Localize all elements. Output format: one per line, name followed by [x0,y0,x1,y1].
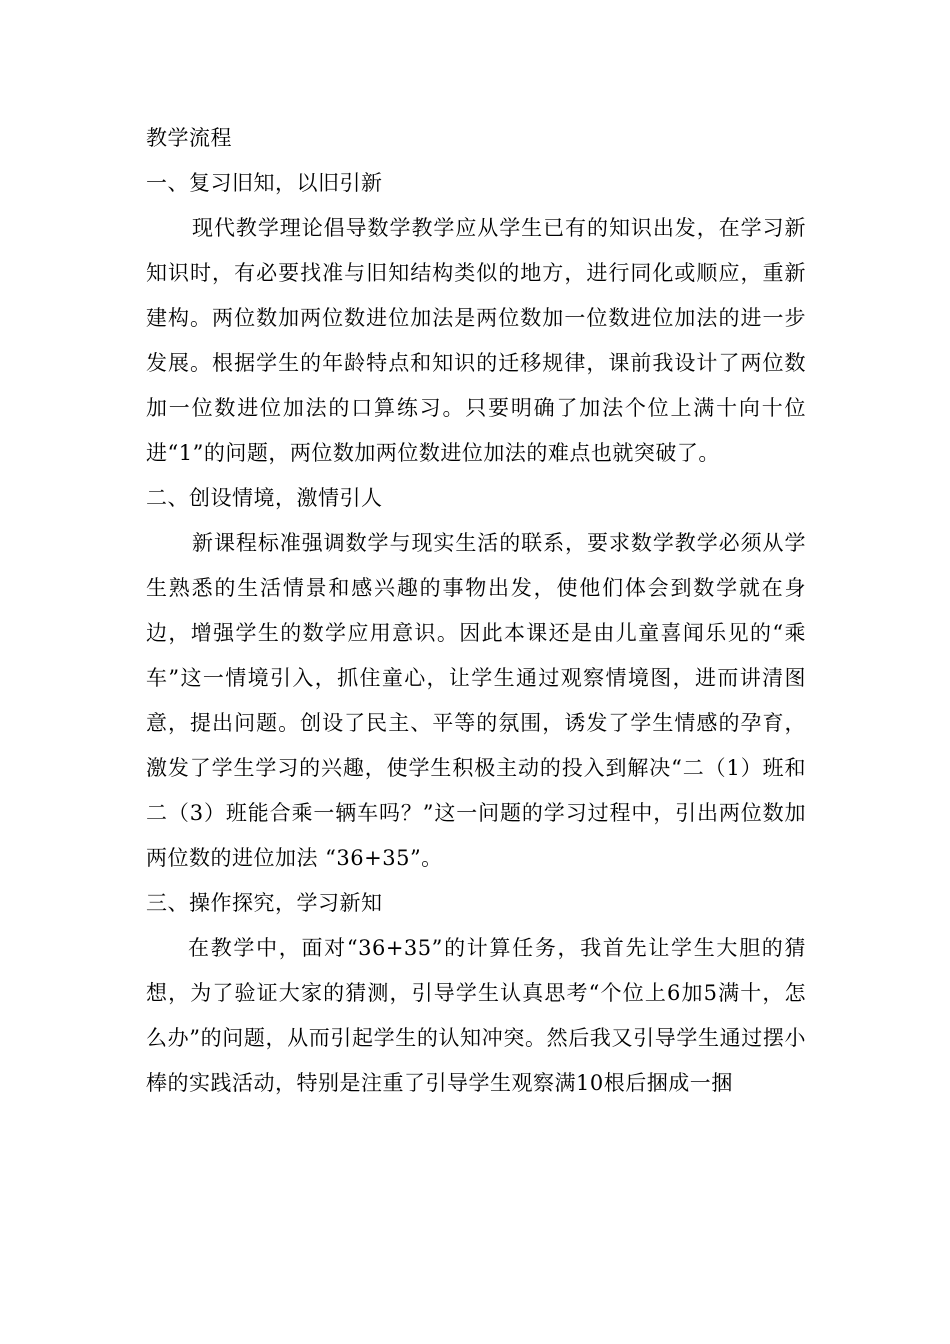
document-body [146,116,806,1106]
section-heading-review: 一、复习旧知，以旧引新 [146,171,383,195]
section-paragraph-explore: 在教学中，面对“36+35”的计算任务，我首先让学生大胆的猜想，为了验证大家的猜测，引导学生认真思考“个位上6加5满十，怎么办”的问题，从而引起学生的认知冲突。然后我又引导学生通过摆小棒的实践活动，特别是注重了引导学生观察满10根后捆成一捆 [146,936,806,1095]
section-heading-explore: 三、操作探究，学习新知 [146,891,383,915]
section-paragraph-scenario: 新课程标准强调数学与现实生活的联系，要求数学教学必须从学生熟悉的生活情景和感兴趣的事物出发，使他们体会到数学就在身边，增强学生的数学应用意识。因此本课还是由儿童喜闻乐见的“乘车”这一情境引入，抓住童心，让学生通过观察情境图，进而讲清图意，提出问题。创设了民主、平等的氛围，诱发了学生情感的孕育，激发了学生学习的兴趣，使学生积极主动的投入到解决“二（1）班和二（3）班能合乘一辆车吗？”这一问题的学习过程中，引出两位数加两位数的进位加法 “36+35”。 [146,531,806,870]
document-title: 教学流程 [146,126,232,150]
section-paragraph-review: 现代教学理论倡导数学教学应从学生已有的知识出发，在学习新知识时，有必要找准与旧知结构类似的地方，进行同化或顺应，重新建构。两位数加两位数进位加法是两位数加一位数进位加法的进一步发展。根据学生的年龄特点和知识的迁移规律，课前我设计了两位数加一位数进位加法的口算练习。只要明确了加法个位上满十向十位进“1”的问题，两位数加两位数进位加法的难点也就突破了。 [146,216,806,465]
section-heading-scenario: 二、创设情境，激情引人 [146,486,383,510]
